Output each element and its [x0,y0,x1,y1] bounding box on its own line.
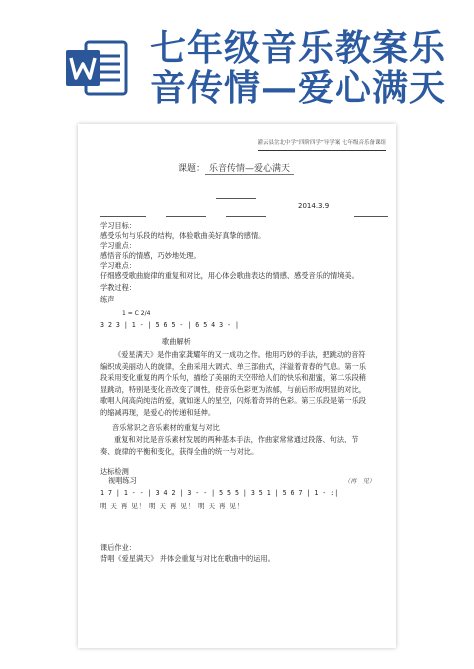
document-page [78,124,396,648]
key-signature: 1 = C 2/4 [122,310,151,317]
title-line-2: 音传情—爱心满天 [150,67,447,109]
difficulty-text: 仔细感受歌曲旋律的重复和对比，用心体会歌曲表达的情感、感受音乐的情境美。 [100,271,359,280]
key-title: 学习重点： [100,241,136,250]
homework-title: 课后作业： [100,543,136,552]
section-label-check: 达标检测 [100,467,129,476]
blank-line [226,216,266,217]
topic-label: 课题： [178,164,206,174]
blank-line [216,198,256,199]
analysis-paragraph: 《爱星满天》是作曲家龚耀年的又一成功之作。他用巧妙的手法，把跳动的音符编织成美丽动人的旋律，全曲采用大调式、单三部曲式，洋溢着青春的气息。第一乐段采用变化重复的两个乐句，描绘了美丽的天空带给人们的快乐和甜蜜，第二乐段稍显跳动，特别是变化音改变了调性，使音乐色彩更为浓郁，与前后形成明显的对比，歌唱人间高尚纯洁的爱，就如迷人的星空，闪烁着奇异的色彩。第三乐段是第一乐段的缩减再现，是爱心的传递和延伸。 [100,350,366,417]
analysis-title: 歌曲解析 [162,337,191,346]
knowledge-title: 音乐常识之音乐素材的重复与对比 [112,423,220,432]
blank-line [166,216,206,217]
key-text: 感悟音乐的情感，巧妙地处理。 [100,251,201,260]
difficulty-title: 学习难点： [100,261,136,270]
score-line-1: 3 2 3 | 1 - | 5 6 5 - | 6 5 4 3 - | [100,321,239,329]
section-label-sightsing: 视唱练习 [108,476,137,485]
score-line-2: 1 7 | 1 - - | 3 4 2 | 3 - - | 5 5 5 | 3 5 1 | 5 6 7 | 1 - :| [100,489,339,497]
page-header: 灌云县岔北中学“四阶四学”导学案 七年级音乐备课组 [258,138,386,151]
right-note: （再 见） [344,478,375,485]
title-line-1: 七年级音乐教案乐 [150,27,447,69]
knowledge-paragraph: 重复和对比是音乐素材发展的两种基本手法，作曲家常常通过段落、句法、节奏、旋律的平衡和变化，获得全曲的统一与对比。 [100,435,359,456]
lyric-line: 明 天 再 见！ 明 天 再 见！ 明 天 再 见！ [100,502,245,510]
homework-text: 背唱《爱星满天》 并体会重复与对比在歌曲中的运用。 [100,554,275,563]
document-title [150,28,470,108]
goal-text: 感受乐句与乐段的结构，体验歌曲美好真挚的感情。 [100,231,266,240]
banner [0,0,474,112]
topic-value: 乐音传情—爱心满天 [205,164,294,175]
date: 2014.3.9 [298,202,330,210]
process-title: 学教过程： [100,283,136,292]
goal-title: 学习目标： [100,221,136,230]
word-icon [64,38,128,98]
topic-line [178,164,294,175]
blank-line [354,216,388,217]
blank-line [100,216,146,217]
practice-label: 练声 [100,295,115,304]
